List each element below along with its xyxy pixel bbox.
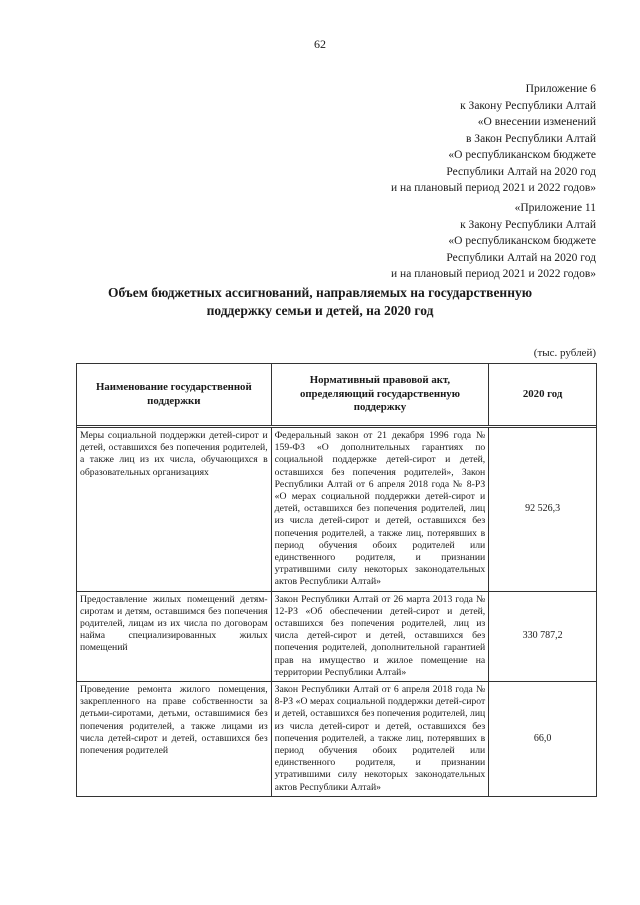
table-header-row (77, 364, 597, 426)
legal-act-cell: Закон Республики Алтай от 6 апреля 2018 года № 8-РЗ «О мерах социальной поддержки детей-сирот и детей, оставшихся без попечения родителей, лиц из числа детей-сирот и детей, оставшихся без попечения родителей, а также лиц, потерявших в период обучения обоих родителей или единственного родителя, и признании утратившими силу некоторых законодательных актов Республики Алтай» (271, 682, 489, 797)
legal-act-cell: Федеральный закон от 21 декабря 1996 года № 159-ФЗ «О дополнительных гарантиях по социальной поддержке детей-сирот и детей, оставшихся без попечения родителей», Закон Республики Алтай от 6 апреля 2018 года № 8-РЗ «О мерах социальной поддержки детей-сирот и детей, оставшихся без попечения родителей, лиц из числа детей-сирот и детей, оставшихся без попечения родителей, а также лиц, потерявших в период обучения обоих родителей или единственного родителя, и признании утратившими силу некоторых законодательных актов Республики Алтай» (271, 428, 489, 592)
budget-table (76, 363, 597, 797)
appendix-line: «О внесении изменений (477, 116, 596, 128)
appendix-line: к Закону Республики Алтай (460, 218, 596, 231)
appendix-line: и на плановый период 2021 и 2022 годов» (391, 268, 596, 280)
appendix-line: «О республиканском бюджете (448, 149, 596, 161)
table-row (77, 591, 597, 681)
header-legal-act: Нормативный правовой акт, определяющий государственную поддержку (271, 364, 489, 426)
title-line: Объем бюджетных ассигнований, направляемых на государственную (107, 285, 533, 300)
units-label: (тыс. рублей) (533, 347, 596, 359)
appendix-line: Приложение 6 (525, 83, 596, 95)
appendix-line: и на плановый период 2021 и 2022 годов» (391, 182, 596, 194)
appendix-line: «О республиканском бюджете (448, 235, 596, 247)
support-name-cell: Предоставление жилых помещений детям-сиротам и детям, оставшимся без попечения родителей, лицам из их числа по договорам найма специализированных жилых помещений (77, 591, 272, 681)
amount-cell: 92 526,3 (489, 428, 597, 592)
table-row (77, 682, 597, 797)
appendix-line: к Закону Республики Алтай (460, 99, 596, 112)
support-name-cell: Проведение ремонта жилого помещения, закрепленного на праве собственности за детьми-сиротами, детьми, оставшимися без попечения родителей, а также лицами из числа детей-сирот и детей, оставшихся без попечения родителей (77, 682, 272, 797)
document-title (60, 284, 580, 320)
appendix-line: Республики Алтай на 2020 год (446, 165, 596, 178)
appendix-6-header (391, 81, 596, 197)
table-row (77, 428, 597, 592)
title-line: поддержку семьи и детей, на 2020 год (206, 303, 434, 318)
page-number: 62 (314, 37, 326, 51)
header-support-name: Наименование государственной поддержки (77, 364, 272, 426)
appendix-line: «Приложение 11 (514, 202, 596, 214)
amount-cell: 66,0 (489, 682, 597, 797)
amount-cell: 330 787,2 (489, 591, 597, 681)
appendix-11-header (391, 200, 596, 283)
header-year: 2020 год (489, 364, 597, 426)
appendix-line: Республики Алтай на 2020 год (446, 251, 596, 264)
appendix-line: в Закон Республики Алтай (466, 132, 596, 145)
support-name-cell: Меры социальной поддержки детей-сирот и детей, оставшихся без попечения родителей, а также лиц из их числа, обучающихся в образовательных организациях (77, 428, 272, 592)
legal-act-cell: Закон Республики Алтай от 26 марта 2013 года № 12-РЗ «Об обеспечении детей-сирот и детей, оставшихся без попечения родителей, лиц из числа детей-сирот и детей, оставшихся без попечения родителей, дополнительной гарантией прав на имущество и жилое помещение на территории Республики Алтай» (271, 591, 489, 681)
